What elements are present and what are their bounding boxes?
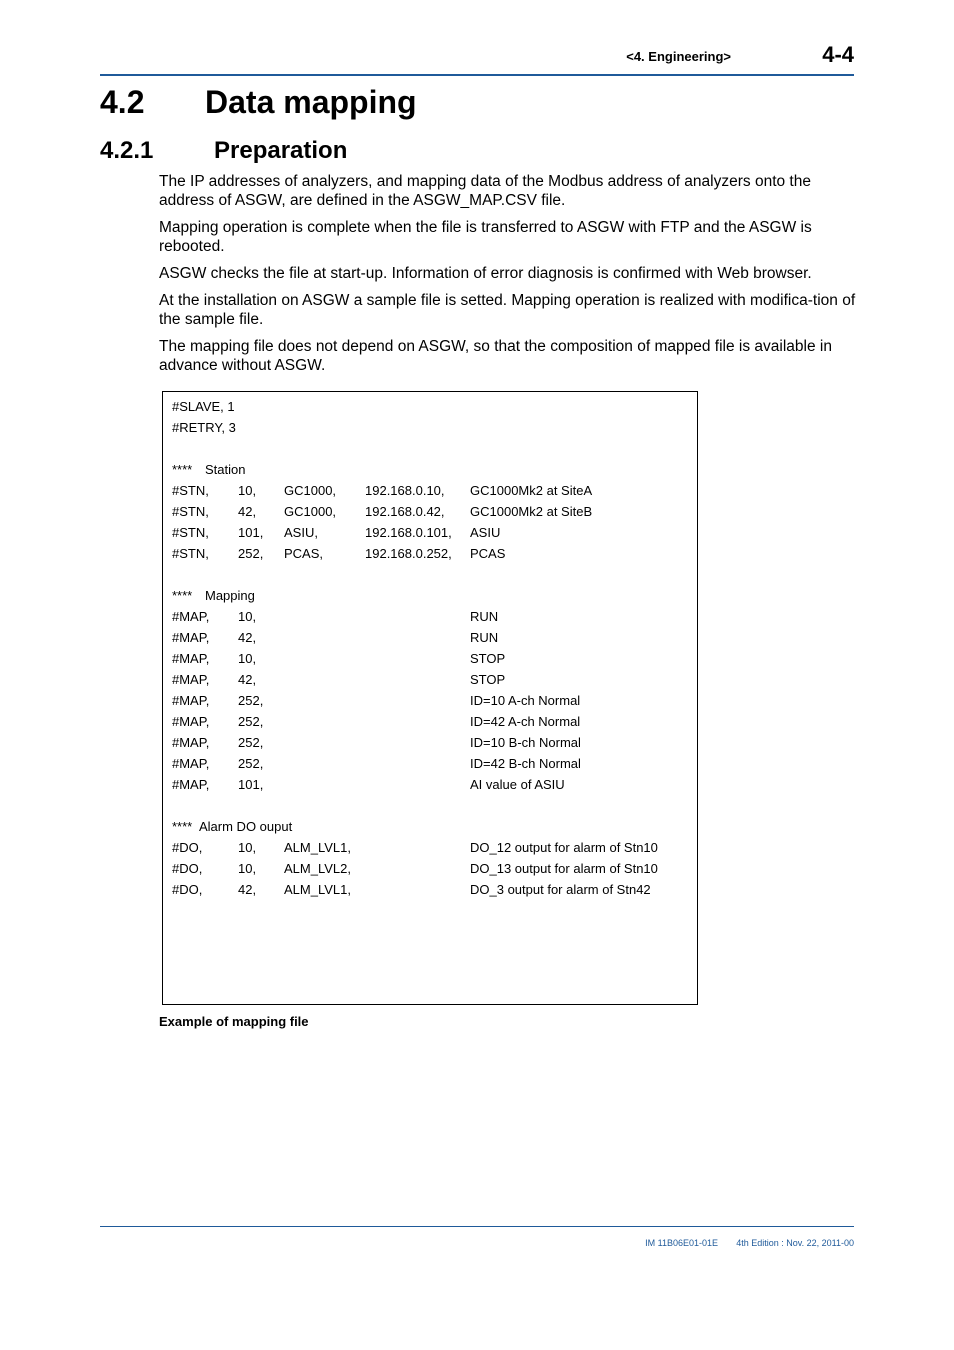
record-tag: #MAP, (172, 651, 210, 666)
map-station: 42, (238, 672, 257, 687)
map-station: 10, (238, 651, 257, 666)
station-ip: 192.168.0.252, (365, 546, 452, 561)
station-name: PCAS, (284, 546, 324, 561)
mapping-file-box (162, 391, 698, 1005)
section-title: Data mapping (205, 84, 417, 120)
do-alarm: ALM_LVL1, (284, 882, 351, 897)
retry-text: #RETRY, 3 (172, 420, 236, 435)
paragraph: Mapping operation is complete when the file is transferred to ASGW with FTP and the ASGW is rebooted. (159, 219, 812, 255)
station-ip: 192.168.0.101, (365, 525, 452, 540)
station-name: ASIU, (284, 525, 318, 540)
subsection-number: 4.2.1 (100, 137, 154, 164)
map-desc: ID=42 B-ch Normal (470, 756, 581, 771)
record-tag: #MAP, (172, 735, 210, 750)
record-tag: #MAP, (172, 693, 210, 708)
record-tag: #MAP, (172, 756, 210, 771)
station-ip: 192.168.0.42, (365, 504, 445, 519)
record-tag: #MAP, (172, 672, 210, 687)
map-station: 252, (238, 735, 264, 750)
do-station: 10, (238, 861, 257, 876)
record-tag: #MAP, (172, 630, 210, 645)
do-station: 42, (238, 882, 257, 897)
map-desc: ID=42 A-ch Normal (470, 714, 581, 729)
paragraph: The IP addresses of analyzers, and mapping data of the Modbus address of analyzers onto the address of ASGW, are defined in the ASGW_MAP.CSV file. (159, 173, 811, 209)
edition-info: 4th Edition : Nov. 22, 2011-00 (736, 1238, 854, 1248)
station-id: 252, (238, 546, 264, 561)
station-desc: GC1000Mk2 at SiteA (470, 483, 593, 498)
map-station: 10, (238, 609, 257, 624)
map-desc: RUN (470, 609, 499, 624)
record-tag: #STN, (172, 504, 209, 519)
record-tag: #DO, (172, 861, 203, 876)
paragraph: At the installation on ASGW a sample file is setted. Mapping operation is realized with modifica-tion of the sample file. (159, 292, 856, 328)
map-desc: ID=10 A-ch Normal (470, 693, 581, 708)
comment-stars: **** (172, 588, 193, 603)
do-station: 10, (238, 840, 257, 855)
map-desc: STOP (470, 651, 506, 666)
map-station: 252, (238, 714, 264, 729)
map-station: 252, (238, 756, 264, 771)
subsection-title: Preparation (214, 137, 348, 164)
do-desc: DO_13 output for alarm of Stn10 (470, 861, 658, 876)
do-alarm: ALM_LVL1, (284, 840, 351, 855)
record-tag: #DO, (172, 840, 203, 855)
station-id: 42, (238, 504, 257, 519)
section-number: 4.2 (100, 84, 145, 120)
station-desc: GC1000Mk2 at SiteB (470, 504, 593, 519)
station-id: 101, (238, 525, 264, 540)
chapter-header: <4. Engineering> (626, 49, 731, 64)
body-text (159, 172, 859, 383)
footer-divider (100, 1226, 854, 1227)
station-desc: PCAS (470, 546, 506, 561)
record-tag: #MAP, (172, 609, 210, 624)
do-desc: DO_12 output for alarm of Stn10 (470, 840, 658, 855)
paragraph: ASGW checks the file at start-up. Information of error diagnosis is confirmed with Web browser. (159, 265, 812, 282)
document-id: IM 11B06E01-01E (645, 1238, 718, 1248)
slave-text: #SLAVE, 1 (172, 399, 235, 414)
record-tag: #STN, (172, 525, 209, 540)
record-tag: #MAP, (172, 714, 210, 729)
do-alarm: ALM_LVL2, (284, 861, 351, 876)
station-desc: ASIU (470, 525, 501, 540)
map-desc: STOP (470, 672, 506, 687)
map-desc: ID=10 B-ch Normal (470, 735, 581, 750)
comment-label: Station (205, 462, 246, 477)
station-name: GC1000, (284, 504, 337, 519)
station-ip: 192.168.0.10, (365, 483, 445, 498)
map-desc: RUN (470, 630, 499, 645)
record-tag: #STN, (172, 546, 209, 561)
record-tag: #DO, (172, 882, 203, 897)
comment-label: Mapping (205, 588, 255, 603)
comment-stars: **** (172, 819, 193, 834)
map-station: 101, (238, 777, 264, 792)
subsection-heading (100, 137, 347, 165)
paragraph: The mapping file does not depend on ASGW, so that the composition of mapped file is available in advance without ASGW. (159, 338, 832, 374)
map-station: 252, (238, 693, 264, 708)
map-station: 42, (238, 630, 257, 645)
page-number: 4-4 (822, 42, 854, 67)
section-heading (100, 84, 417, 121)
map-desc: AI value of ASIU (470, 777, 565, 792)
header-divider (100, 74, 854, 76)
do-desc: DO_3 output for alarm of Stn42 (470, 882, 651, 897)
record-tag: #MAP, (172, 777, 210, 792)
comment-stars: **** (172, 462, 193, 477)
comment-label: Alarm DO ouput (199, 819, 293, 834)
station-name: GC1000, (284, 483, 337, 498)
station-id: 10, (238, 483, 257, 498)
figure-caption: Example of mapping file (159, 1014, 309, 1029)
record-tag: #STN, (172, 483, 209, 498)
